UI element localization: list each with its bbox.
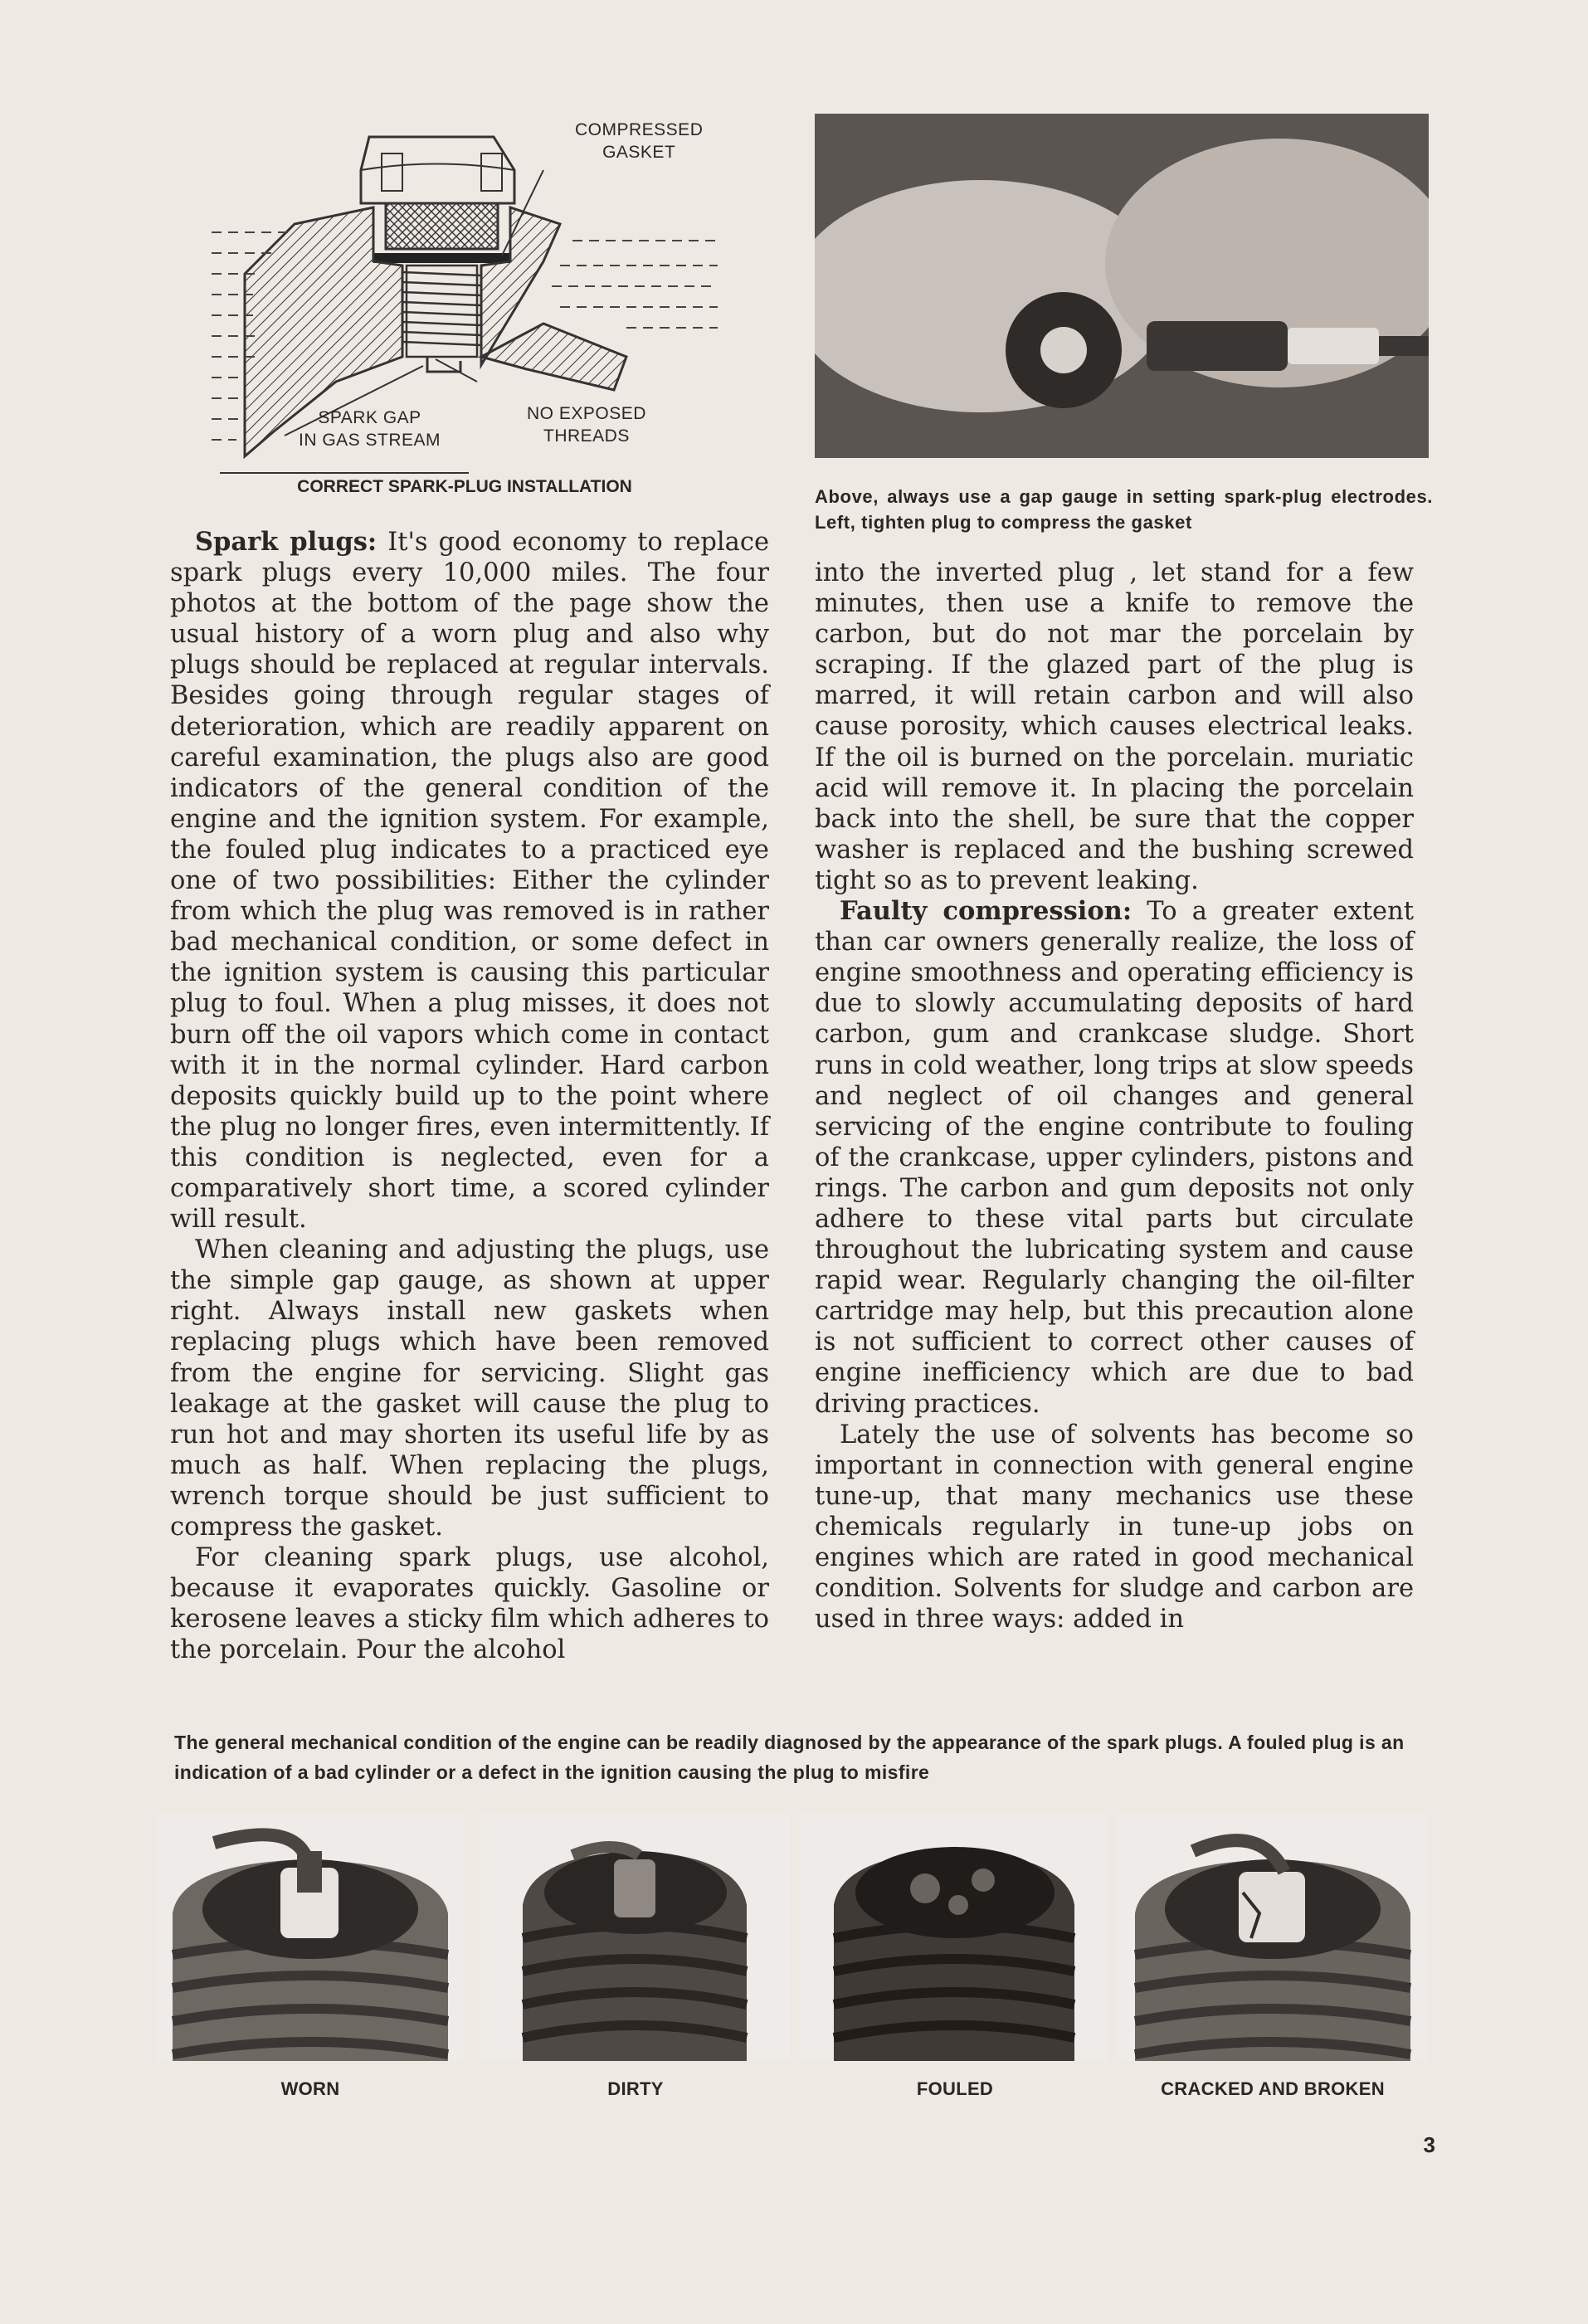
plug-label-dirty: DIRTY — [607, 2078, 664, 2099]
label-spark-gap-line2: IN GAS STREAM — [299, 431, 441, 450]
paragraph-inverted-plug: into the inverted plug , let stand for a few minutes, then use a knife to remove the carbon, but do not mar the porcelain by scraping. If the glazed part of the plug is marred, it will retain carbon and will also cause porosity, which causes electrical leaks. If the oil is burned on the porcelain. muriatic acid will remove it. In placing the porcelain back into the shell, be sure that the copper washer is replaced and the bushing screwed tight so as to prevent leaking. — [815, 558, 1414, 895]
plug-label-cracked: CRACKED AND BROKEN — [1161, 2078, 1385, 2099]
label-no-exposed-threads — [527, 402, 646, 447]
label-compressed-gasket-line2: GASKET — [602, 143, 676, 162]
paragraph-cleaning-adjusting: When cleaning and adjusting the plugs, use the simple gap gauge, as shown at upper right. Always install new gaskets when replacing plugs which have been removed from the engine for servicing. Slight gas leakage at the gasket will cause the plug to run hot and may shorten its useful life by as much as half. When replacing the plugs, wrench torque should be just sufficient to compress the gasket. — [170, 1235, 769, 1542]
label-spark-gap-line1: SPARK GAP — [318, 408, 421, 427]
plug-photo-fouled — [801, 1814, 1109, 2061]
plug-label-fouled: FOULED — [916, 2078, 994, 2099]
plug-worn-image — [156, 1814, 465, 2061]
right-column — [815, 558, 1414, 1635]
heading-faulty-compression: Faulty compression: — [840, 896, 1133, 927]
paragraph-spark-plugs-text: It's good economy to replace spark plugs every 10,000 miles. The four photos at the bottom of the page show the usual history of a worn plug and also why plugs should be replaced at regular intervals. Besides going through regular stages of deterioration, which are readily apparent on careful examination, the plugs also are good indicators of the general condition of the engine and the ignition system. For example, the fouled plug indicates to a practiced eye one of two possibilities: Either the cylinder from which the plug was removed is in rather bad mechanical condition, or some defect in the ignition system is causing this particular plug to foul. When a plug misses, it does not burn off the oil vapors which come in contact with it in the normal cylinder. Hard carbon deposits quickly build up to the point where the plug no longer fires, even intermittently. If this condition is neglected, even for a comparatively short time, a scored cylinder will result. — [170, 528, 769, 1235]
label-compressed-gasket — [575, 119, 703, 163]
plug-dirty-image — [481, 1814, 790, 2061]
left-column — [170, 527, 769, 1665]
plug-photo-worn — [156, 1814, 465, 2061]
label-no-exposed-threads-line1: NO EXPOSED — [527, 404, 646, 423]
label-compressed-gasket-line1: COMPRESSED — [575, 120, 704, 139]
plugs-caption: The general mechanical condition of the engine can be readily diagnosed by the appearance of the spark plugs. A fouled plug is an indication of a bad cylinder or a defect in the ignition causing the plug to misfire — [174, 1732, 1405, 1783]
diagram-caption: CORRECT SPARK-PLUG INSTALLATION — [297, 477, 632, 496]
paragraph-faulty-compression — [815, 896, 1414, 1420]
plug-label-worn: WORN — [280, 2078, 340, 2099]
gap-gauge-photo-image — [815, 114, 1429, 458]
spark-plug-diagram — [195, 108, 734, 498]
gap-gauge-photo — [815, 114, 1429, 458]
paragraph-spark-plugs — [170, 527, 769, 1235]
label-spark-gap — [299, 407, 441, 451]
paragraph-faulty-compression-text: To a greater extent than car owners generally realize, the loss of engine smoothness and operating efficiency is due to slowly accumulating deposits of hard carbon, gum and crankcase sludge. Short runs in cold weather, long trips at slow speeds and neglect of oil changes and general servicing of the engine contribute to fouling of the crankcase, upper cylinders, pistons and rings. The carbon and gum deposits not only adhere to these vital parts but circulate throughout the lubricating system and cause rapid wear. Regularly changing the oil-filter cartridge may help, but this precaution alone is not sufficient to correct other causes of engine inefficiency which are due to bad driving practices. — [815, 897, 1414, 1419]
photo-caption: Above, always use a gap gauge in setting spark-plug electrodes. Left, tighten plug to compress the gasket — [815, 486, 1433, 533]
plug-fouled-image — [801, 1814, 1109, 2061]
heading-spark-plugs: Spark plugs: — [195, 527, 378, 557]
plug-photo-dirty — [481, 1814, 790, 2061]
spark-plug-diagram-drawing — [195, 108, 734, 498]
label-no-exposed-threads-line2: THREADS — [543, 426, 630, 446]
plug-photo-cracked — [1118, 1814, 1427, 2061]
paragraph-solvents: Lately the use of solvents has become so important in connection with general engine tune-up, that many mechanics use these chemicals regularly in tune-up jobs on engines which are rated in good mechanical condition. Solvents for sludge and carbon are used in three ways: added in — [815, 1420, 1414, 1635]
page-number: 3 — [1423, 2132, 1435, 2157]
plug-cracked-image — [1118, 1814, 1427, 2061]
paragraph-cleaning-alcohol: For cleaning spark plugs, use alcohol, because it evaporates quickly. Gasoline or kerosene leaves a sticky film which adheres to the porcelain. Pour the alcohol — [170, 1543, 769, 1665]
